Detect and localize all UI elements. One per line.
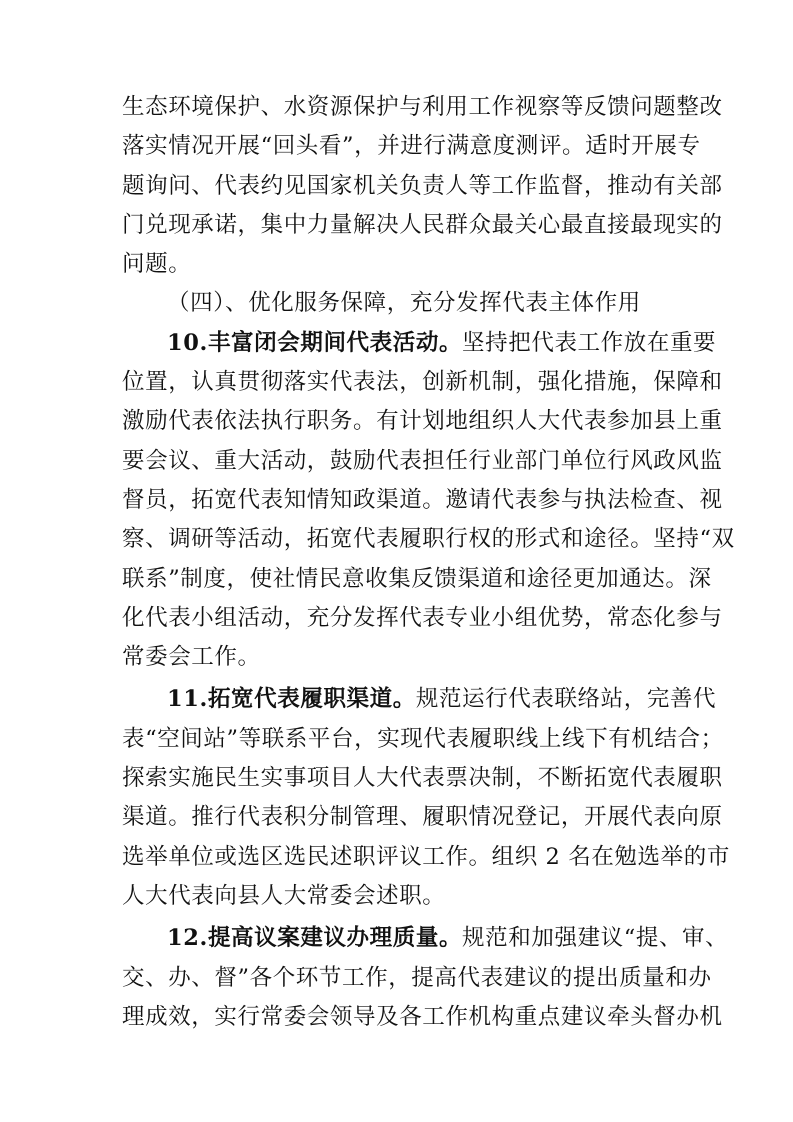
paragraph-line: 表“空间站”等联系平台，实现代表履职线上线下有机结合； bbox=[122, 725, 724, 752]
item-10-text: 坚持把代表工作放在重要 bbox=[462, 329, 717, 356]
item-12-first-line bbox=[122, 919, 729, 958]
item-12-title: 12.提高议案建议办理质量。 bbox=[167, 925, 463, 952]
paragraph-line: 人大代表向县人大常委会述职。 bbox=[122, 882, 446, 909]
document-body bbox=[122, 88, 735, 1037]
item-10-title: 10.丰富闭会期间代表活动。 bbox=[167, 329, 463, 356]
paragraph-line: 问题。 bbox=[122, 251, 192, 278]
paragraph-line: 理成效，实行常委会领导及各工作机构重点建议牵头督办机 bbox=[122, 1003, 723, 1030]
paragraph-line: 察、调研等活动，拓宽代表履职行权的形式和途径。坚持“双 bbox=[122, 526, 735, 553]
paragraph-line: 交、办、督”各个环节工作，提高代表建议的提出质量和办 bbox=[122, 964, 712, 991]
paragraph-line: 渠道。推行代表积分制管理、履职情况登记，开展代表向原 bbox=[122, 804, 723, 831]
paragraph-line: 探索实施民生实事项目人大代表票决制，不断拓宽代表履职 bbox=[122, 765, 723, 792]
paragraph-line: 门兑现承诺，集中力量解决人民群众最关心最直接最现实的 bbox=[122, 211, 723, 238]
paragraph-line: 联系”制度，使社情民意收集反馈渠道和途径更加通达。深 bbox=[122, 565, 712, 592]
section-heading: （四）、优化服务保障，充分发挥代表主体作用 bbox=[167, 290, 641, 317]
paragraph-line: 生态环境保护、水资源保护与利用工作视察等反馈问题整改 bbox=[122, 94, 723, 120]
item-11-text: 规范运行代表联络站，完善代 bbox=[415, 686, 717, 713]
item-10-first-line bbox=[122, 324, 717, 363]
paragraph-line: 落实情况开展“回头看”，并进行满意度测评。适时开展专 bbox=[122, 133, 701, 160]
paragraph-line: 位置，认真贯彻落实代表法，创新机制，强化措施，保障和 bbox=[122, 369, 723, 396]
item-11-title: 11.拓宽代表履职渠道。 bbox=[167, 686, 416, 713]
paragraph-line: 督员，拓宽代表知情知政渠道。邀请代表参与执法检查、视 bbox=[122, 486, 723, 513]
item-11-first-line bbox=[122, 680, 717, 719]
paragraph-line: 常委会工作。 bbox=[122, 644, 261, 671]
paragraph-line: 题询问、代表约见国家机关负责人等工作监督，推动有关部 bbox=[122, 172, 723, 199]
paragraph-line: 化代表小组活动，充分发挥代表专业小组优势，常态化参与 bbox=[122, 604, 723, 631]
paragraph-line: 选举单位或选区选民述职评议工作。组织 2 名在勉选举的市 bbox=[122, 843, 730, 870]
item-12-text: 规范和加强建议“提、审、 bbox=[462, 925, 729, 952]
paragraph-line: 激励代表依法执行职务。有计划地组织人大代表参加县上重 bbox=[122, 408, 723, 435]
paragraph-line: 要会议、重大活动，鼓励代表担任行业部门单位行风政风监 bbox=[122, 447, 723, 474]
